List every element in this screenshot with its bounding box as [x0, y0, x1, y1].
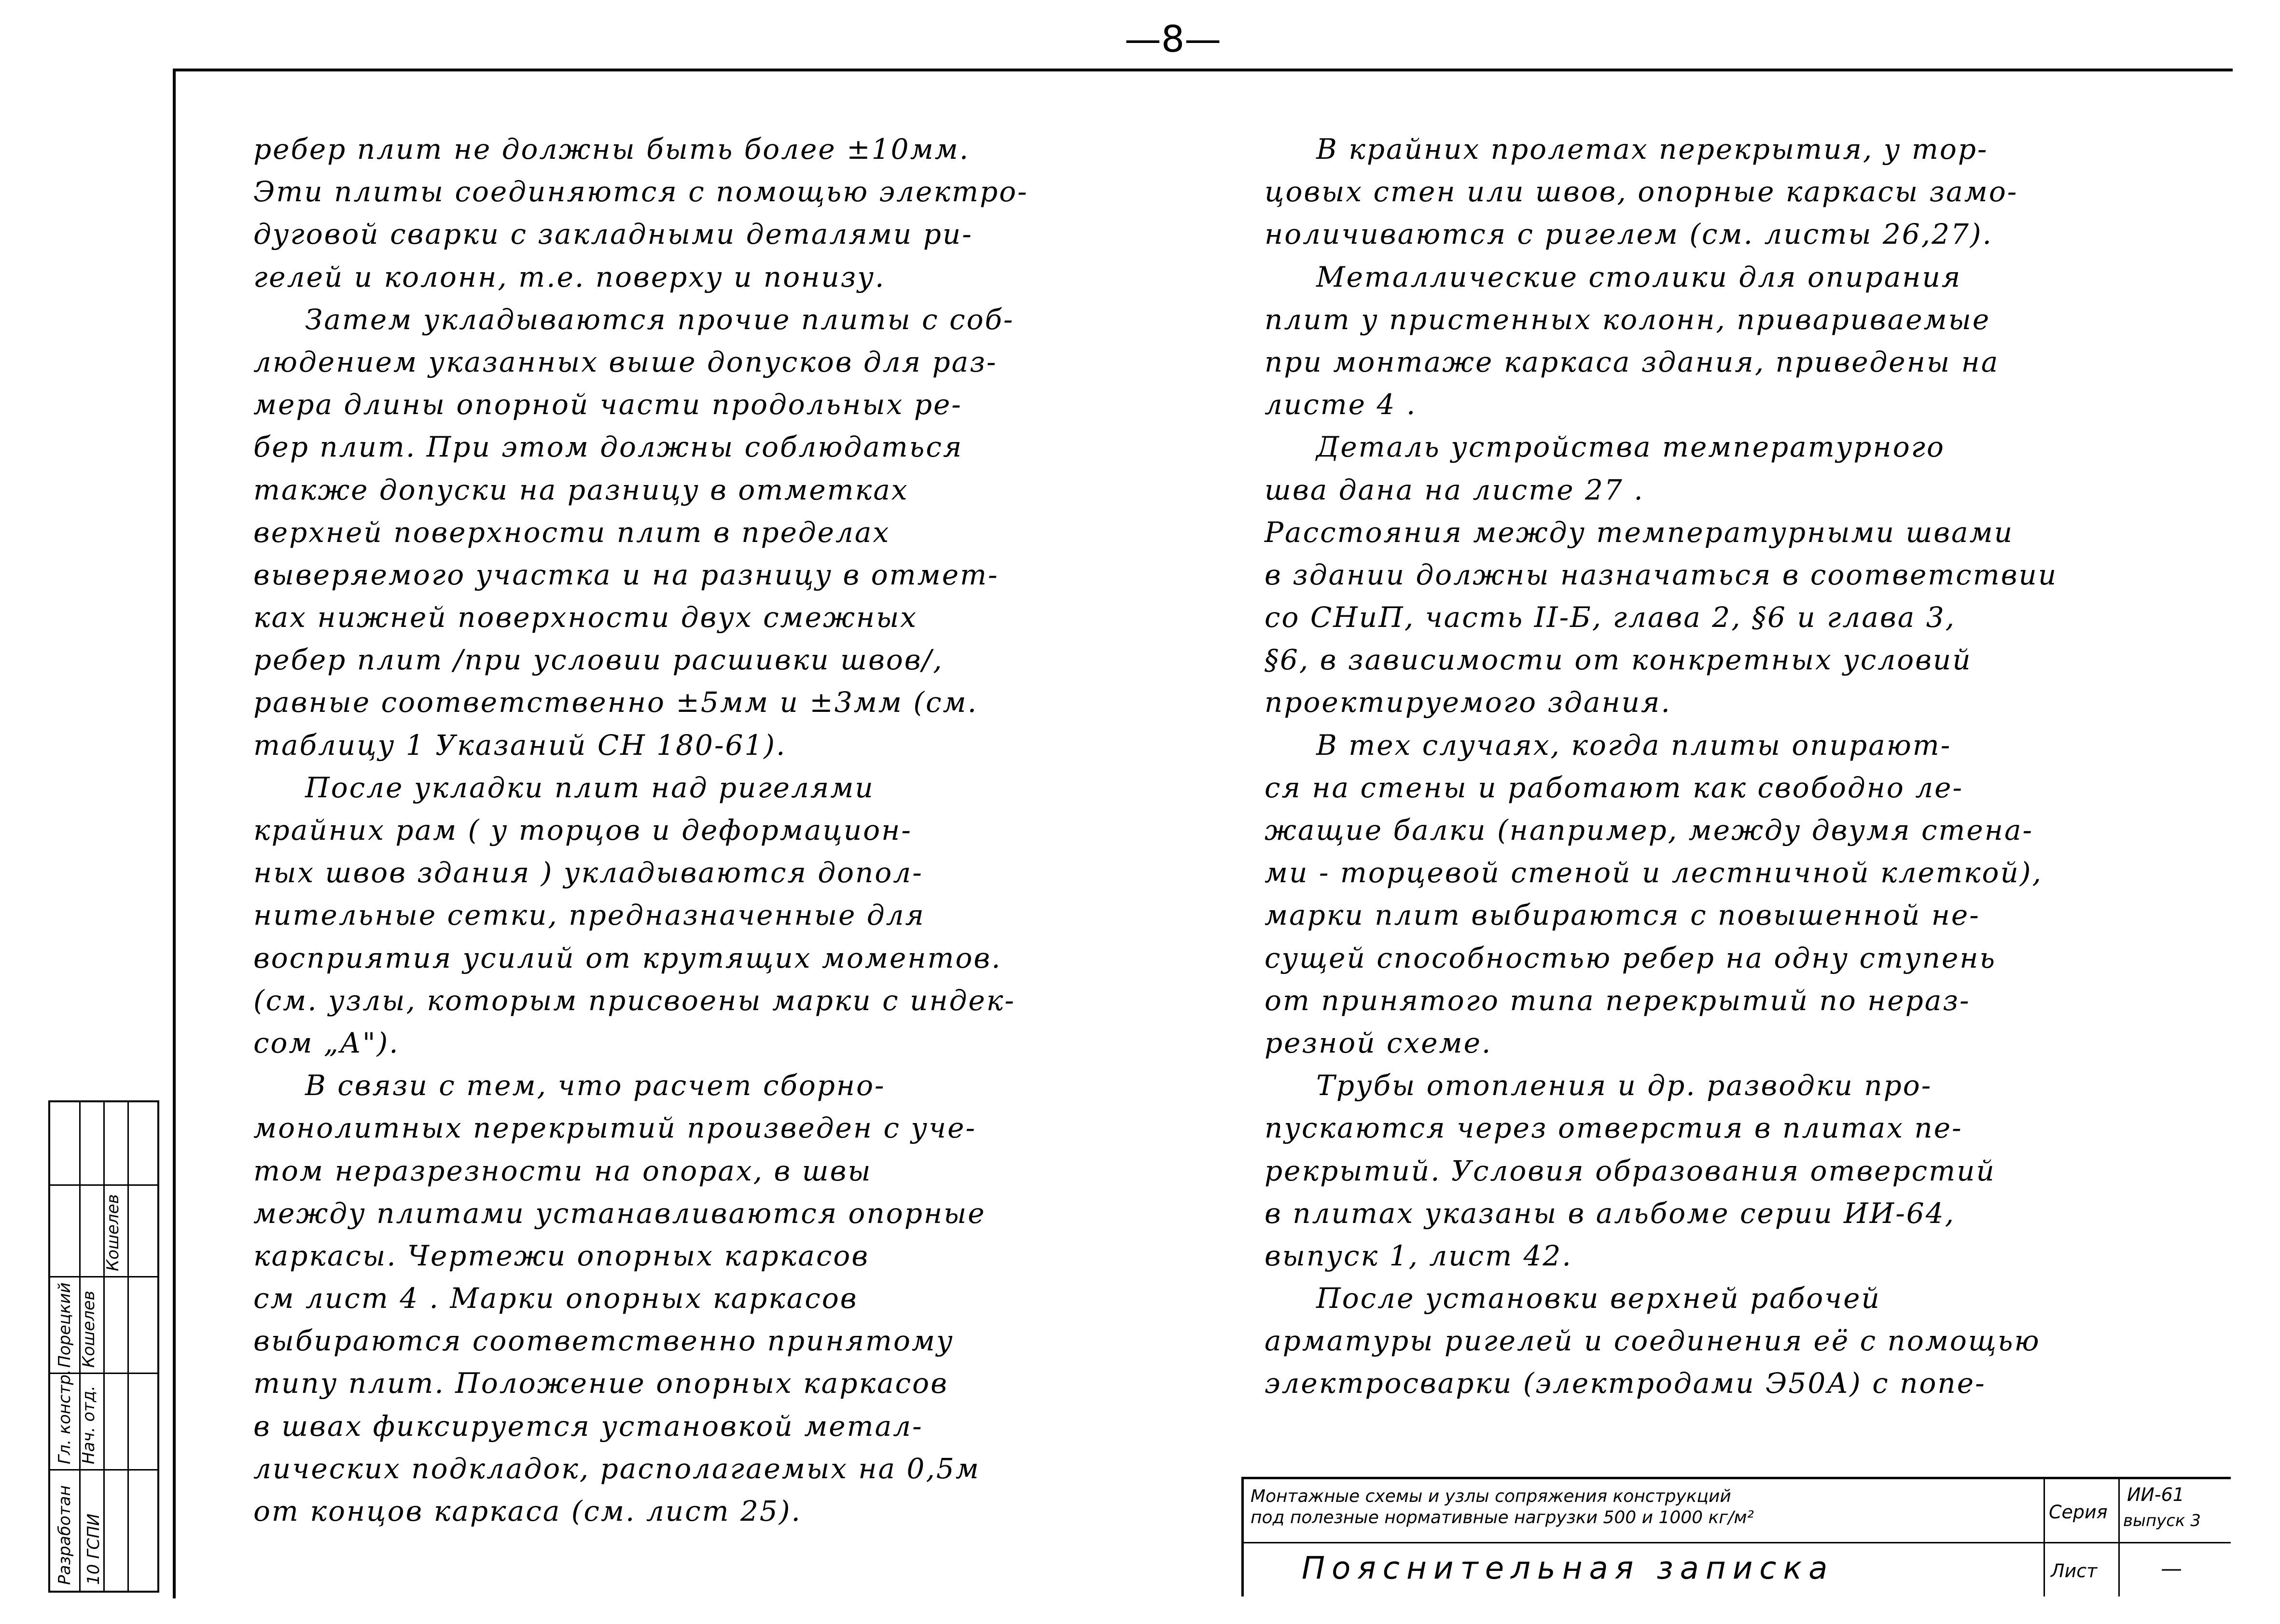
left-text-line: крайних рам ( у торцов и деформацион- — [253, 814, 912, 847]
left-text-line: каркасы. Чертежи опорных каркасов — [253, 1239, 870, 1272]
left-text-line: В связи с тем, что расчет сборно- — [253, 1069, 886, 1102]
right-text-line: плит у пристенных колонн, привариваемые — [1265, 303, 1991, 336]
right-text-line: Трубы отопления и др. разводки про- — [1265, 1069, 1932, 1102]
stamp-role-chief: Гл. констр. — [55, 1369, 74, 1464]
right-text-line: цовых стен или швов, опорные каркасы замо- — [1265, 175, 2018, 208]
left-text-line: ных швов здания ) укладываются допол- — [253, 856, 923, 889]
right-text-line: §6, в зависимости от конкретных условий — [1265, 643, 1972, 677]
left-text-line: сом „А"). — [253, 1026, 400, 1059]
left-text-line: ребер плит не должны быть более ±10мм. — [253, 133, 970, 166]
right-text-line: пускаются через отверстия в плитах пе- — [1265, 1111, 1963, 1145]
title-block — [1241, 1477, 2231, 1596]
left-text-line: бер плит. При этом должны соблюдаться — [253, 430, 963, 464]
stamp-name-1: Порецкий — [55, 1282, 74, 1368]
right-text-line: В крайних пролетах перекрытия, у тор- — [1265, 133, 1988, 166]
right-text-line: В тех случаях, когда плиты опирают- — [1265, 728, 1952, 762]
left-text-line: лических подкладок, располагаемых на 0,5м — [253, 1452, 980, 1485]
stamp-organization: 10 ГСПИ — [84, 1513, 103, 1585]
left-text-line: типу плит. Положение опорных каркасов — [253, 1367, 948, 1400]
left-text-line: (см. узлы, которым присвоены марки с индек- — [253, 984, 1015, 1017]
left-text-line: также допуски на разницу в отметках — [253, 473, 909, 506]
left-text-line: людением указанных выше допусков для раз- — [253, 345, 998, 378]
series-label: Серия — [2049, 1501, 2108, 1523]
stamp-name-2: Кошелев — [79, 1291, 98, 1368]
right-text-line: ноличиваются с ригелем (см. листы 26,27). — [1265, 218, 1993, 251]
left-text-line: таблицу 1 Указаний СН 180-61). — [253, 728, 787, 762]
left-text-column — [253, 128, 1199, 1532]
issue-value: выпуск 3 — [2123, 1511, 2201, 1530]
left-text-line: Затем укладываются прочие плиты с соб- — [253, 303, 1015, 336]
right-text-line: марки плит выбираются с повышенной не- — [1265, 899, 1980, 932]
left-text-line: нительные сетки, предназначенные для — [253, 899, 925, 932]
document-title: Пояснительная записка — [1302, 1551, 1835, 1586]
right-text-line: в здании должны назначаться в соответствии — [1265, 558, 2058, 591]
left-text-line: восприятия усилий от крутящих моментов. — [253, 941, 1002, 974]
sheet-label: Лист — [2051, 1560, 2098, 1582]
right-text-column — [1265, 128, 2196, 1405]
left-text-line: мера длины опорной части продольных ре- — [253, 388, 962, 421]
left-text-line: от концов каркаса (см. лист 25). — [253, 1495, 802, 1527]
page-number: —8— — [1124, 17, 1222, 60]
left-text-line: ребер плит /при условии расшивки швов/, — [253, 643, 944, 677]
right-text-line: от принятого типа перекрытий по нераз- — [1265, 984, 1971, 1017]
left-text-line: выбираются соответственно принятому — [253, 1324, 954, 1358]
left-text-line: После укладки плит над ригелями — [253, 771, 875, 804]
left-text-line: монолитных перекрытий произведен с уче- — [253, 1111, 977, 1145]
right-text-line: жащие балки (например, между двумя стена- — [1265, 814, 2034, 847]
right-text-line: электросварки (электродами Э50А) с попе- — [1265, 1367, 1986, 1400]
stamp-role-head: Нач. отд. — [79, 1385, 98, 1464]
left-text-line: равные соответственно ±5мм и ±3мм (см. — [253, 686, 978, 719]
right-text-line: сущей способностью ребер на одну ступень — [1265, 941, 1997, 974]
right-text-line: Металлические столики для опирания — [1265, 260, 1962, 293]
title-description — [1251, 1486, 1754, 1528]
stamp-signature: Кошелев — [103, 1194, 123, 1271]
right-text-line: арматуры ригелей и соединения её с помощью — [1265, 1324, 2041, 1358]
left-text-line: между плитами устанавливаются опорные — [253, 1196, 986, 1230]
left-text-line: ках нижней поверхности двух смежных — [253, 601, 918, 634]
left-text-line: том неразрезности на опорах, в швы — [253, 1154, 872, 1187]
series-value: ИИ-61 — [2127, 1484, 2184, 1505]
left-text-line: дуговой сварки с закладными деталями ри- — [253, 218, 973, 251]
left-text-line: Эти плиты соединяются с помощью электро- — [253, 175, 1029, 208]
left-text-line: в швах фиксируется установкой метал- — [253, 1409, 923, 1443]
left-text-line: верхней поверхности плит в пределах — [253, 515, 890, 549]
right-text-line: Деталь устройства температурного — [1265, 430, 1945, 464]
right-text-line: листе 4 . — [1265, 388, 1417, 421]
right-text-line: ми - торцевой стеной и лестничной клеткой), — [1265, 856, 2043, 889]
title-description-line2: под полезные нормативные нагрузки 500 и 1000 кг/м² — [1251, 1508, 1754, 1527]
right-text-line: рекрытий. Условия образования отверстий — [1265, 1154, 1996, 1187]
right-text-line: выпуск 1, лист 42. — [1265, 1239, 1572, 1272]
stamp-role-developed: Разработан — [55, 1485, 74, 1585]
left-text-line: выверяемого участка и на разницу в отмет- — [253, 558, 999, 591]
sheet-value: — — [2161, 1556, 2182, 1581]
right-text-line: при монтаже каркаса здания, приведены на — [1265, 345, 2000, 378]
right-text-line: После установки верхней рабочей — [1265, 1282, 1881, 1315]
right-text-line: со СНиП, часть II-Б, глава 2, §6 и глава 3, — [1265, 601, 1956, 634]
right-text-line: резной схеме. — [1265, 1026, 1492, 1059]
left-text-line: гелей и колонн, т.е. поверху и понизу. — [253, 260, 886, 293]
right-text-line: Расстояния между температурными швами — [1265, 515, 2014, 549]
right-text-line: ся на стены и работают как свободно ле- — [1265, 771, 1964, 804]
approval-stamp — [48, 1100, 159, 1593]
right-text-line: в плитах указаны в альбоме серии ИИ-64, — [1265, 1196, 1956, 1230]
title-description-line1: Монтажные схемы и узлы сопряжения конструкций — [1251, 1486, 1731, 1506]
right-text-line: шва дана на листе 27 . — [1265, 473, 1644, 506]
left-text-line: см лист 4 . Марки опорных каркасов — [253, 1282, 858, 1315]
right-text-line: проектируемого здания. — [1265, 686, 1671, 719]
